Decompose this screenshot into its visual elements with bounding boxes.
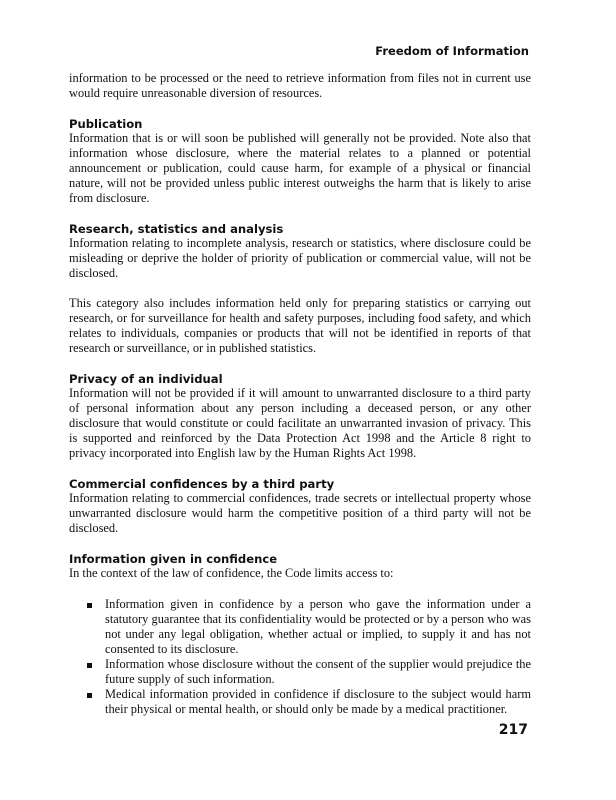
- running-header: Freedom of Information: [375, 44, 529, 58]
- heading-privacy: Privacy of an individual: [69, 372, 223, 386]
- bullet-icon: [87, 663, 92, 668]
- bullet-icon: [87, 603, 92, 608]
- page-body: [69, 71, 531, 717]
- list-item: [69, 687, 531, 717]
- intro-paragraph: information to be processed or the need to retrieve information from files not in current use would require unreasonable diversion of resources.: [69, 71, 531, 100]
- heading-research: Research, statistics and analysis: [69, 222, 284, 236]
- confidence-bullet-list: [69, 597, 531, 717]
- bullet-icon: [87, 693, 92, 698]
- research-paragraph-1: Information relating to incomplete analysis, research or statistics, where disclosure could be misleading or deprive the holder of priority of publication or commercial value, will not be disclosed.: [69, 236, 531, 280]
- list-item: [69, 657, 531, 687]
- heading-publication: Publication: [69, 117, 143, 131]
- privacy-paragraph: Information will not be provided if it will amount to unwarranted disclosure to a third party of personal information about any person including a deceased person, or any other disclosure that would constitute or could facilitate an unwarranted invasion of privacy. This is supported and reinforced by the Data Protection Act 1998 and the Article 8 right to privacy incorporated into English law by the Human Rights Act 1998.: [69, 386, 531, 460]
- confidence-paragraph: In the context of the law of confidence, the Code limits access to:: [69, 566, 394, 580]
- list-item-text: Information given in confidence by a person who gave the information under a statutory guarantee that its confidentiality would be protected or by a person who was not under any legal obligation, whether actual or implied, to supply it and has not consented to its disclosure.: [105, 597, 531, 656]
- page-number: 217: [498, 722, 528, 738]
- list-item: [69, 597, 531, 657]
- publication-paragraph: Information that is or will soon be published will generally not be provided. Note also that information whose disclosure, where the material relates to a planned or potential announcement or publication, could cause harm, for example of a physical or financial nature, will not be provided unless public interest outweighs the harm that is likely to arise from disclosure.: [69, 131, 531, 205]
- list-item-text: Information whose disclosure without the consent of the supplier would prejudice the future supply of such information.: [105, 657, 531, 686]
- heading-confidence: Information given in confidence: [69, 552, 278, 566]
- heading-commercial: Commercial confidences by a third party: [69, 477, 335, 491]
- research-paragraph-2: This category also includes information held only for preparing statistics or carrying out research, or for surveillance for health and safety purposes, including food safety, and which relates to individuals, companies or products that will not be identified in reports of that research or surveillance, or in published statistics.: [69, 296, 531, 355]
- commercial-paragraph: Information relating to commercial confidences, trade secrets or intellectual property whose unwarranted disclosure would harm the competitive position of a third party will not be disclosed.: [69, 491, 531, 535]
- list-item-text: Medical information provided in confidence if disclosure to the subject would harm their physical or mental health, or should only be made by a medical practitioner.: [105, 687, 531, 716]
